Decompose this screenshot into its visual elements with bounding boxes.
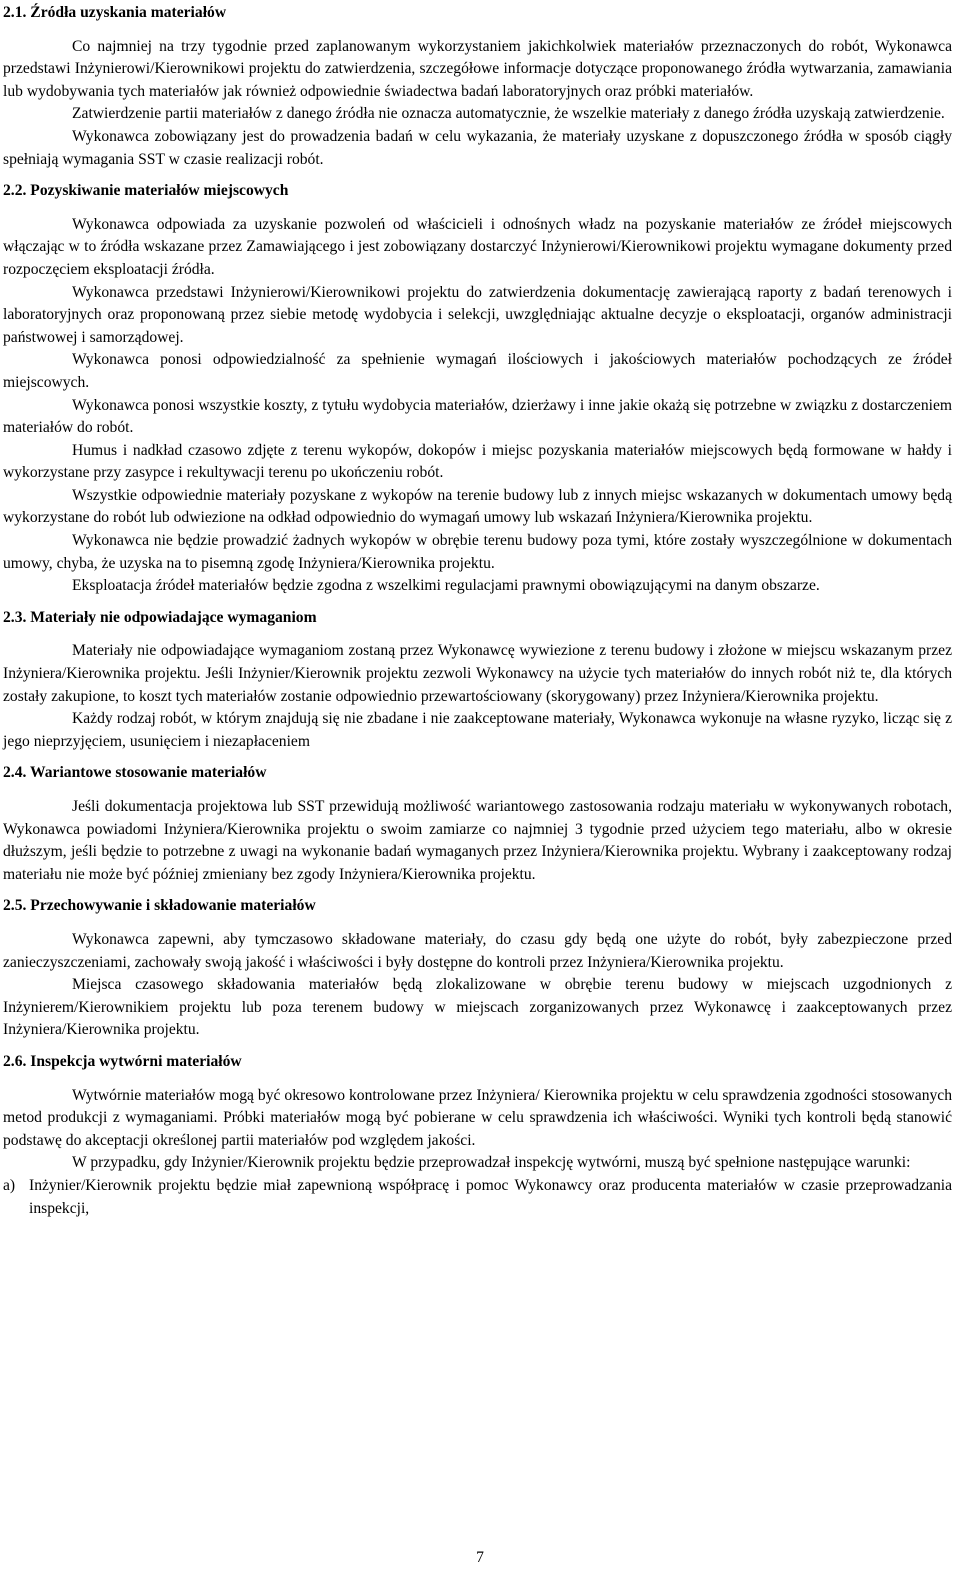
paragraph: Wykonawca ponosi wszystkie koszty, z tytułu wydobycia materiałów, dzierżawy i inne jakie okażą się potrzebne w związku z dostarczeniem materiałów do robót. (3, 396, 952, 437)
list-marker: a) (3, 1176, 16, 1194)
paragraph: Wszystkie odpowiednie materiały pozyskane z wykopów na terenie budowy lub z innych miejsc wskazanych w dokumentach umowy będą wykorzystane do robót lub odwiezione na odkład odpowiednio do wymagań umowy lub wskazań Inżyniera/Kierownika projektu. (3, 486, 952, 527)
section-heading-2-6: 2.6. Inspekcja wytwórni materiałów (3, 1052, 242, 1070)
section-heading-2-5: 2.5. Przechowywanie i składowanie materiałów (3, 897, 316, 915)
paragraph: W przypadku, gdy Inżynier/Kierownik projektu będzie przeprowadzał inspekcję wytwórni, muszą być spełnione następujące warunki: (72, 1154, 911, 1172)
paragraph: Materiały nie odpowiadające wymaganiom zostaną przez Wykonawcę wywiezione z terenu budowy i złożone w miejscu wskazanym przez Inżyniera/Kierownika projektu. Jeśli Inżynier/Kierownik projektu zezwoli Wykonawcy na użycie tych materiałów do innych robót niż te, dla których zostały zakupione, to koszt tych materiałów zostanie odpowiednio przewartościowany (skorygowany) przez Inżyniera/Kierownika projektu. (3, 642, 952, 705)
list-item-text: Inżynier/Kierownik projektu będzie miał zapewnioną współpracę i pomoc Wykonawcy oraz producenta materiałów w czasie przeprowadzania inspekcji, (29, 1176, 952, 1217)
page-content (3, 2, 952, 1220)
section-heading-2-2: 2.2. Pozyskiwanie materiałów miejscowych (3, 182, 289, 200)
paragraph: Wykonawca nie będzie prowadzić żadnych wykopów w obrębie terenu budowy poza tymi, które zostały wyszczególnione w dokumentach umowy, chyba, że uzyska na to pisemną zgodę Inżyniera/Kierownika projektu. (3, 532, 952, 572)
paragraph: Co najmniej na trzy tygodnie przed zaplanowanym wykorzystaniem jakichkolwiek materiałów przeznaczonych do robót, Wykonawca przedstawi Inżynierowi/Kierownikowi projektu do zatwierdzenia, szczegółowe informacje dotyczące proponowanego źródła wytwarzania, zamawiania lub wydobywania tych materiałów jak również odpowiednie świadectwa badań laboratoryjnych oraz próbki materiałów. (3, 37, 952, 100)
section-heading-2-1: 2.1. Źródła uzyskania materiałów (3, 4, 227, 21)
paragraph: Wykonawca zobowiązany jest do prowadzenia badań w celu wykazania, że materiały uzyskane z dopuszczonego źródła w sposób ciągły spełniają wymagania SST w czasie realizacji robót. (3, 127, 952, 168)
paragraph: Wykonawca zapewni, aby tymczasowo składowane materiały, do czasu gdy będą one użyte do robót, były zabezpieczone przed zanieczyszczeniami, zachowały swoją jakość i właściwości i były dostępne do kontroli przez Inżyniera/Kierownika projektu. (3, 930, 952, 971)
paragraph: Wykonawca ponosi odpowiedzialność za spełnienie wymagań ilościowych i jakościowych materiałów pochodzących ze źródeł miejscowych. (3, 351, 952, 391)
list-item (3, 1175, 952, 1220)
page-number: 7 (476, 1549, 484, 1566)
paragraph: Eksploatacja źródeł materiałów będzie zgodna z wszelkimi regulacjami prawnymi obowiązującymi na danym obszarze. (72, 577, 820, 595)
paragraph: Zatwierdzenie partii materiałów z danego źródła nie oznacza automatycznie, że wszelkie materiały z danego źródła uzyskają zatwierdzenie. (72, 105, 945, 123)
section-heading-2-4: 2.4. Wariantowe stosowanie materiałów (3, 764, 267, 782)
paragraph: Miejsca czasowego składowania materiałów będą zlokalizowane w obrębie terenu budowy w miejscach uzgodnionych z Inżynierem/Kierownikiem projektu lub poza terenem budowy w miejscach zorganizowanych przez Wykonawcę i zaakceptowanych przez Inżyniera/Kierownika projektu. (3, 976, 952, 1039)
paragraph: Jeśli dokumentacja projektowa lub SST przewidują możliwość wariantowego zastosowania rodzaju materiału w wykonywanych robotach, Wykonawca powiadomi Inżyniera/Kierownika projektu o swoim zamiarze co najmniej 3 tygodnie przed użyciem tego materiału, albo w okresie dłuższym, jeśli będzie to potrzebne z uwagi na wykonanie badań wymaganych przez Inżyniera/Kierownika projektu. Wybrany i zaakceptowany rodzaj materiału nie może być później zmieniany bez zgody Inżyniera/Kierownika projektu. (3, 798, 952, 883)
section-heading-2-3: 2.3. Materiały nie odpowiadające wymaganiom (3, 608, 317, 626)
paragraph: Wykonawca przedstawi Inżynierowi/Kierownikowi projektu do zatwierdzenia dokumentację zawierającą raporty z badań terenowych i laboratoryjnych oraz proponowaną przez siebie metodę wydobycia i selekcji, uwzględniając aktualne decyzje o eksploatacji, organów administracji państwowej i samorządowej. (3, 283, 952, 346)
paragraph: Humus i nadkład czasowo zdjęte z terenu wykopów, dokopów i miejsc pozyskania materiałów miejscowych będą formowane w hałdy i wykorzystane przy zasypce i rekultywacji terenu po ukończeniu robót. (3, 441, 952, 482)
paragraph: Każdy rodzaj robót, w którym znajdują się nie zbadane i nie zaakceptowane materiały, Wykonawca wykonuje na własne ryzyko, licząc się z jego nieprzyjęciem, usunięciem i niezapłaceniem (3, 710, 952, 750)
paragraph: Wytwórnie materiałów mogą być okresowo kontrolowane przez Inżyniera/ Kierownika projektu w celu sprawdzenia zgodności stosowanych metod produkcji z wymaganiami. Próbki materiałów mogą być pobierane w celu sprawdzenia ich właściwości. Wyniki tych kontroli będą stanowić podstawę do akceptacji określonej partii materiałów pod względem jakości. (3, 1086, 952, 1149)
paragraph: Wykonawca odpowiada za uzyskanie pozwoleń od właścicieli i odnośnych władz na pozyskanie materiałów ze źródeł miejscowych włączając w to źródła wskazane przez Zamawiającego i jest zobowiązany dostarczyć Inżynierowi/Kierownikowi projektu wymagane dokumenty przed rozpoczęciem eksploatacji źródła. (3, 215, 952, 278)
